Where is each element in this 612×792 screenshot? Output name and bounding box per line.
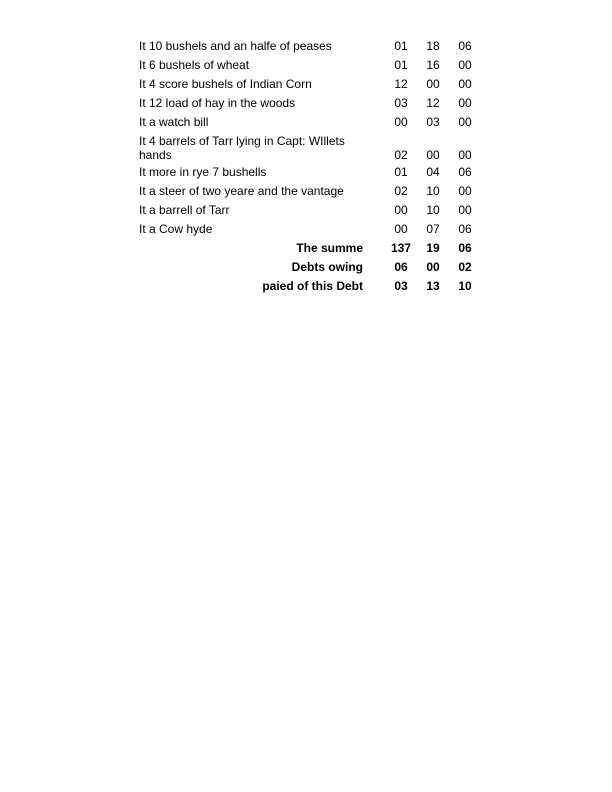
total-shillings: 00 xyxy=(426,260,440,274)
entry-pence: 00 xyxy=(458,115,472,129)
total-pence: 02 xyxy=(458,260,472,274)
total-pounds: 03 xyxy=(394,279,408,293)
entry-description: It 6 bushels of wheat xyxy=(139,58,250,72)
entry-description: It a steer of two yeare and the vantage xyxy=(139,184,344,198)
ledger-row xyxy=(139,183,484,202)
entry-description: It a watch bill xyxy=(139,115,209,129)
entry-shillings: 16 xyxy=(426,58,440,72)
ledger-row xyxy=(139,164,484,183)
entry-description: It 4 score bushels of Indian Corn xyxy=(139,77,312,91)
total-row-summe xyxy=(139,240,484,259)
entry-description: It 4 barrels of Tarr lying in Capt: WIllets hands xyxy=(139,134,345,162)
entry-pounds: 01 xyxy=(394,165,408,179)
ledger-row xyxy=(139,38,484,57)
total-label: The summe xyxy=(296,241,363,255)
entry-description: It more in rye 7 bushells xyxy=(139,165,267,179)
ledger-row xyxy=(139,114,484,133)
entry-pence: 00 xyxy=(458,184,472,198)
entry-shillings: 10 xyxy=(426,184,440,198)
entry-pence: 00 xyxy=(458,148,472,162)
entry-shillings: 10 xyxy=(426,203,440,217)
total-pounds: 06 xyxy=(394,260,408,274)
entry-pounds: 00 xyxy=(394,115,408,129)
ledger-row xyxy=(139,57,484,76)
total-row-debts-owing xyxy=(139,259,484,278)
entry-pence: 06 xyxy=(458,165,472,179)
ledger-row xyxy=(139,202,484,221)
entry-shillings: 00 xyxy=(426,77,440,91)
ledger-row xyxy=(139,76,484,95)
entry-shillings: 00 xyxy=(426,148,440,162)
entry-pence: 00 xyxy=(458,203,472,217)
entry-shillings: 07 xyxy=(426,222,440,236)
total-pence: 06 xyxy=(458,241,472,255)
total-label: paied of this Debt xyxy=(262,279,363,293)
entry-pence: 06 xyxy=(458,39,472,53)
entry-pounds: 01 xyxy=(394,39,408,53)
entry-pounds: 02 xyxy=(394,184,408,198)
entry-pounds: 00 xyxy=(394,222,408,236)
entry-shillings: 18 xyxy=(426,39,440,53)
total-pounds: 137 xyxy=(390,241,412,255)
entry-pence: 06 xyxy=(458,222,472,236)
entry-shillings: 04 xyxy=(426,165,440,179)
entry-description: It a barrell of Tarr xyxy=(139,203,230,217)
ledger-row xyxy=(139,133,484,164)
entry-pounds: 03 xyxy=(394,96,408,110)
ledger-row xyxy=(139,95,484,114)
entry-pence: 00 xyxy=(458,58,472,72)
entry-description: It a Cow hyde xyxy=(139,222,213,236)
total-label: Debts owing xyxy=(291,260,363,274)
entry-shillings: 03 xyxy=(426,115,440,129)
total-pence: 10 xyxy=(458,279,472,293)
entry-pounds: 01 xyxy=(394,58,408,72)
entry-pence: 00 xyxy=(458,96,472,110)
entry-description: It 12 load of hay in the woods xyxy=(139,96,296,110)
entry-description: It 10 bushels and an halfe of peases xyxy=(139,39,332,53)
entry-pounds: 12 xyxy=(394,77,408,91)
entry-pounds: 02 xyxy=(394,148,408,162)
total-shillings: 19 xyxy=(426,241,440,255)
ledger-row xyxy=(139,221,484,240)
total-shillings: 13 xyxy=(426,279,440,293)
entry-pounds: 00 xyxy=(394,203,408,217)
total-row-paied xyxy=(139,278,484,297)
entry-shillings: 12 xyxy=(426,96,440,110)
entry-pence: 00 xyxy=(458,77,472,91)
ledger-table xyxy=(139,38,484,297)
